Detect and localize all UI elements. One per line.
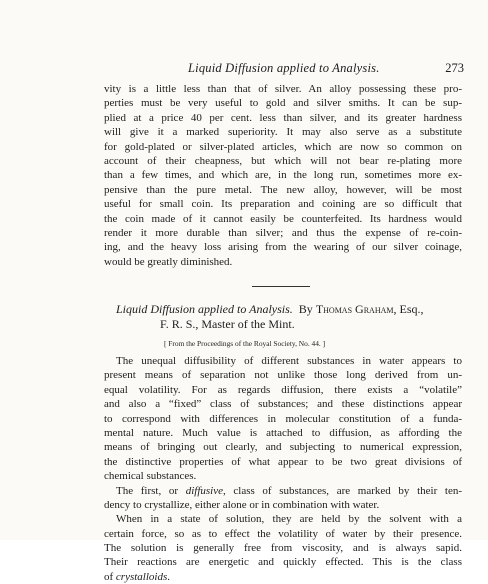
source-note: [ From the Proceedings of the Royal Society, No. 44. ] [164,339,326,348]
text-line: means of bringing out clearly, and subjecting to numerical expression, [104,441,462,454]
text-run: , class of substances, are marked by their ten- [222,484,462,497]
text-line: chemical substances. [104,470,197,483]
text-line: vity is a little less than that of silver. An alloy possessing these pro- [104,83,462,95]
text-line [104,484,462,498]
article-body [104,354,462,584]
text-line: The unequal diffusibility of different substances in water appears to [116,355,462,367]
text-line: would be greatly diminished. [104,255,233,268]
text-line: pensive than the pure metal. The new alloy, however, will be most [104,183,462,196]
text-line: perties must be very useful to gold and silver smiths. It can be sup- [104,97,462,110]
section-divider [252,286,310,287]
author-name: Thomas Graham [315,302,394,316]
italic-term: crystalloids [115,570,168,583]
text-line: to correspond with differences in molecular constitution of a funda- [104,412,462,425]
page-number: 273 [445,61,464,75]
text-line: certain force, so as to effect the volatility of water by their presence. [104,527,462,540]
text-line: will give it a marked superiority. It may also serve as a substitute [104,126,462,139]
running-title: Liquid Diffusion applied to Analysis. [188,61,380,75]
text-line: ing, and the heavy loss arising from the wearing of our silver coinage, [104,241,462,254]
text-line: Their reactions are energetic and quickly effected. This is the class [104,556,462,569]
text-line: and also a “fixed” class of substances; and these distinctions appear [104,398,462,411]
preceding-article-text [104,82,462,269]
article-heading [104,302,462,332]
text-run: of [104,570,116,583]
text-line: for gold-plated or silver-plated articles, which are now so common on [104,140,462,153]
text-line: When in a state of solution, they are held by the solvent with a [116,513,462,526]
text-line: render it more durable than silver; and thus the expense of re-coin- [104,226,462,239]
italic-term: diffusive [185,484,223,497]
text-line: mental nature. Much value is attached to diffusion, as affording the [104,426,462,439]
text-run: . [167,570,171,583]
text-line: present means of separation not unlike those long derived from un- [104,369,462,382]
author-suffix: , Esq., [393,302,424,316]
text-line: plied at a price 40 per cent. less than silver, and its greater hardness [104,111,462,124]
running-head [0,61,488,77]
text-run: The first, or [116,484,186,497]
text-line: than a few times, and which are, in the long run, sometimes more ex- [104,169,462,182]
text-line: equal volatility. For as regards diffusion, there exists a “volatile” [104,383,462,396]
text-line: account of their cheapness, but which will not bear re-plating more [104,154,462,167]
text-line [104,570,462,584]
text-line: useful for small coin. Its preparation and coining are so difficult that [104,198,462,211]
heading-line-1 [104,302,462,317]
text-line: The solution is generally free from viscosity, and is always sapid. [104,542,462,555]
text-line: the distinctive properties of what appear to be two great divisions of [104,455,462,468]
article-title: Liquid Diffusion applied to Analysis. [116,302,293,316]
text-line: dency to crystallize, either alone or in combination with water. [104,498,380,511]
byline-by: By [298,302,313,316]
text-line: the coin made of it cannot easily be counterfeited. Its hardness would [104,212,462,225]
author-credentials: F. R. S., Master of the Mint. [160,317,295,331]
